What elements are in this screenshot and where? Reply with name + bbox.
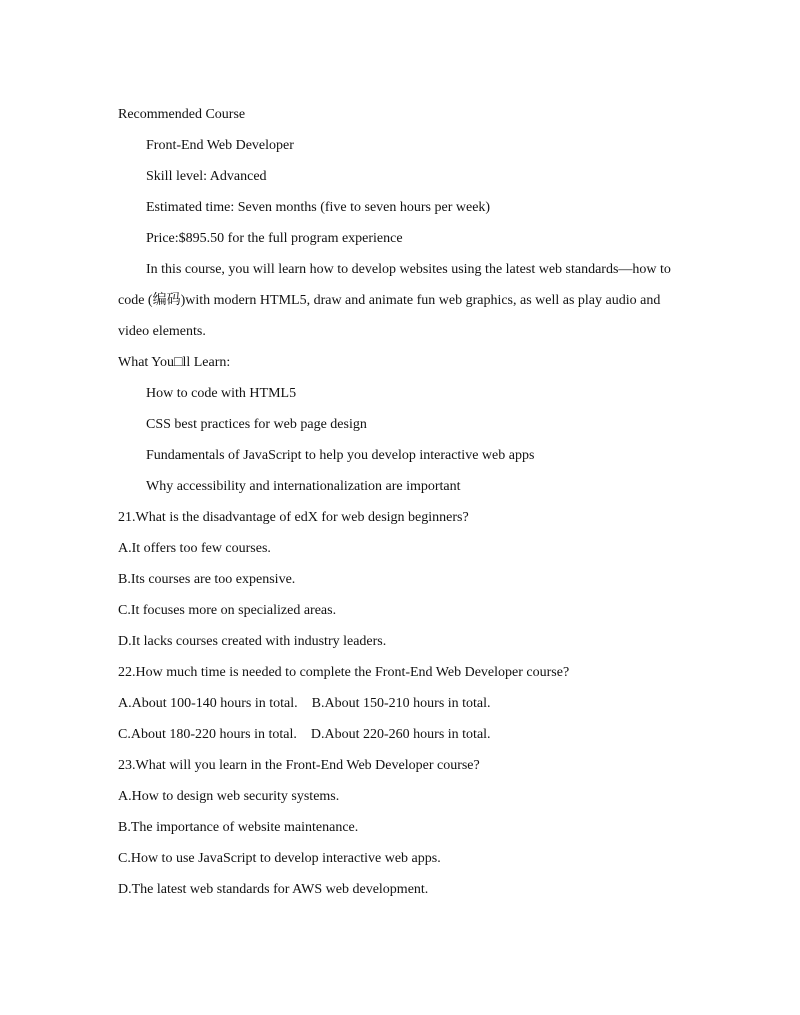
question-option: D.It lacks courses created with industry leaders. xyxy=(118,634,387,649)
course-heading: Recommended Course xyxy=(118,107,246,122)
learn-item: How to code with HTML5 xyxy=(146,386,297,401)
question-options-row xyxy=(118,726,491,744)
question-stem-21: 21.What is the disadvantage of edX for web design beginners? xyxy=(118,510,469,525)
description-line: video elements. xyxy=(118,324,206,339)
question-stem-23: 23.What will you learn in the Front-End Web Developer course? xyxy=(118,758,480,773)
description-line: code (编码)with modern HTML5, draw and animate fun web graphics, as well as play audio and xyxy=(118,293,661,308)
learn-heading: What You□ll Learn: xyxy=(118,355,231,370)
question-option: D.The latest web standards for AWS web development. xyxy=(118,882,429,897)
question-option: D.About 220-260 hours in total. xyxy=(310,727,491,742)
question-stem-22: 22.How much time is needed to complete the Front-End Web Developer course? xyxy=(118,665,570,680)
question-option: B.The importance of website maintenance. xyxy=(118,820,359,835)
question-options-row xyxy=(118,695,491,713)
learn-item: Why accessibility and internationalization are important xyxy=(146,479,461,494)
question-option: A.How to design web security systems. xyxy=(118,789,340,804)
course-title: Front-End Web Developer xyxy=(146,138,294,153)
learn-item: CSS best practices for web page design xyxy=(146,417,367,432)
learn-item: Fundamentals of JavaScript to help you develop interactive web apps xyxy=(146,448,535,463)
price: Price:$895.50 for the full program experience xyxy=(146,231,403,246)
question-option: C.About 180-220 hours in total. xyxy=(118,727,297,742)
estimated-time: Estimated time: Seven months (five to seven hours per week) xyxy=(146,200,491,215)
skill-level: Skill level: Advanced xyxy=(146,169,267,184)
question-option: B.About 150-210 hours in total. xyxy=(311,696,491,711)
question-option: C.How to use JavaScript to develop interactive web apps. xyxy=(118,851,441,866)
question-option: B.Its courses are too expensive. xyxy=(118,572,296,587)
question-option: A.About 100-140 hours in total. xyxy=(118,696,298,711)
question-option: C.It focuses more on specialized areas. xyxy=(118,603,337,618)
description-line: In this course, you will learn how to develop websites using the latest web standards—how to xyxy=(146,262,671,277)
question-option: A.It offers too few courses. xyxy=(118,541,271,556)
